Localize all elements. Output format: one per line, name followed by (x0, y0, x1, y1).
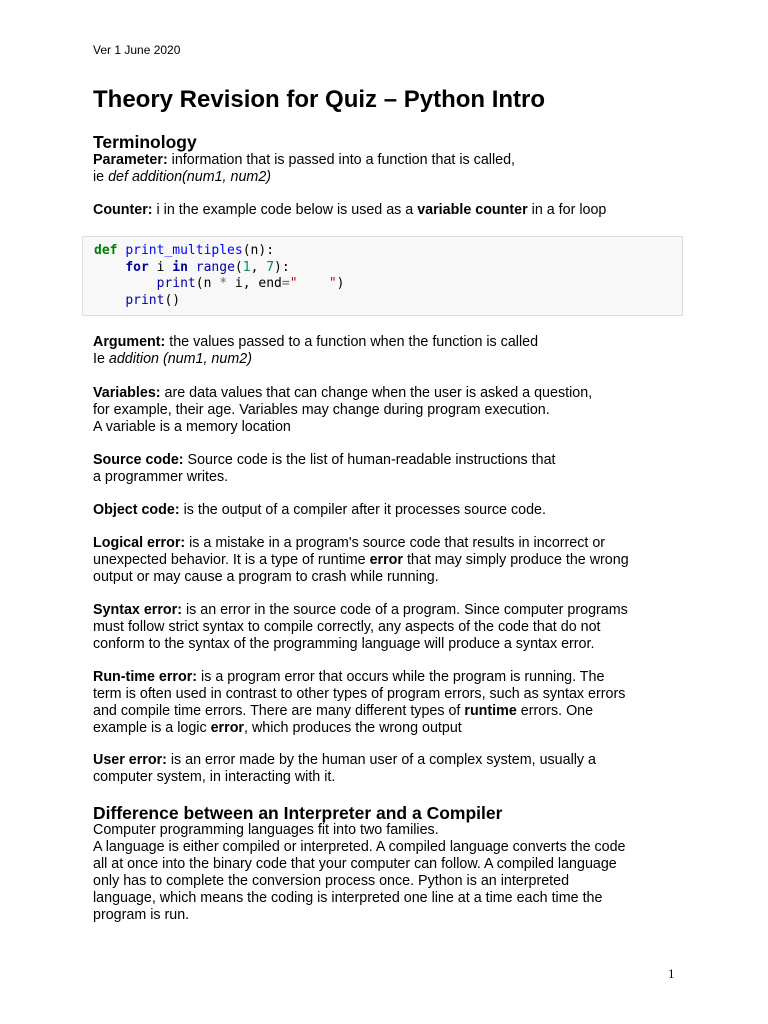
runtime-error-definition (93, 669, 693, 737)
user-error-text-2: computer system, in interacting with it. (93, 769, 336, 785)
object-code-term: Object code: (93, 502, 180, 518)
interpreter-text-3: all at once into the binary code that your computer can follow. A compiled language (93, 856, 617, 872)
source-code-term: Source code: (93, 452, 184, 468)
source-code-text-2: a programmer writes. (93, 469, 229, 485)
parameter-text: information that is passed into a function that is called, (167, 152, 515, 168)
runtime-error-text-3: and compile time errors. There are many different types of runtime errors. One (93, 703, 594, 719)
interpreter-text-4: only has to complete the conversion process once. Python is an interpreted (93, 873, 570, 889)
terminology-heading: Terminology (93, 132, 197, 152)
argument-term: Argument: (93, 334, 166, 350)
logical-error-text-3: output or may cause a program to crash while running. (93, 569, 439, 585)
code-line-3: print(n * i, end=" ") (156, 276, 345, 291)
variables-text-2: for example, their age. Variables may change during program execution. (93, 402, 550, 418)
logical-error-definition (93, 535, 693, 586)
interpreter-compiler-text (93, 822, 693, 924)
code-line-4: print() (125, 292, 181, 308)
syntax-error-definition (93, 602, 693, 653)
source-code-text-1: Source code is the list of human-readable instructions that (183, 452, 556, 468)
runtime-error-text-2: term is often used in contrast to other types of program errors, such as syntax errors (93, 686, 626, 702)
code-line-1: def print_multiples(n): (94, 243, 275, 258)
variables-term: Variables: (93, 385, 161, 401)
code-block (82, 236, 683, 316)
argument-prefix: Ie (93, 351, 109, 367)
parameter-term: Parameter: (93, 152, 168, 168)
variables-definition (93, 385, 693, 436)
logical-error-term: Logical error: (93, 535, 186, 551)
code-line-2: for i in range(1, 7): (125, 259, 290, 275)
object-code-definition (93, 502, 693, 519)
logical-error-text-1: is a mistake in a program's source code that results in incorrect or (185, 535, 606, 551)
syntax-error-text-3: conform to the syntax of the programming language will produce a syntax error. (93, 636, 595, 652)
user-error-term: User error: (93, 752, 167, 768)
argument-text: the values passed to a function when the function is called (165, 334, 539, 350)
interpreter-text-1: Computer programming languages fit into two families. (93, 822, 439, 838)
user-error-definition (93, 752, 693, 786)
interpreter-compiler-heading: Difference between an Interpreter and a Compiler (93, 803, 503, 823)
variables-text-3: A variable is a memory location (93, 419, 291, 435)
object-code-text: is the output of a compiler after it processes source code. (179, 502, 546, 518)
argument-example: addition (num1, num2) (108, 351, 252, 367)
interpreter-text-2: A language is either compiled or interpreted. A compiled language converts the code (93, 839, 626, 855)
counter-bold: variable counter (417, 202, 528, 218)
runtime-error-text-1: is a program error that occurs while the program is running. The (197, 669, 605, 685)
parameter-definition (93, 152, 693, 186)
counter-text: i in the example code below is used as a (152, 202, 418, 218)
counter-definition (93, 202, 693, 219)
syntax-error-text-2: must follow strict syntax to compile correctly, any aspects of the code that do not (93, 619, 601, 635)
page-number: 1 (668, 966, 675, 981)
interpreter-text-6: program is run. (93, 907, 190, 923)
parameter-example: def addition(num1, num2) (108, 169, 272, 185)
variables-text-1: are data values that can change when the user is asked a question, (160, 385, 593, 401)
argument-definition (93, 334, 693, 368)
page-title: Theory Revision for Quiz – Python Intro (93, 86, 546, 113)
interpreter-text-5: language, which means the coding is interpreted one line at a time each time the (93, 890, 603, 906)
logical-error-text-2: unexpected behavior. It is a type of runtime error that may simply produce the wrong (93, 552, 629, 568)
counter-text-end: in a for loop (527, 202, 607, 218)
syntax-error-term: Syntax error: (93, 602, 182, 618)
runtime-error-term: Run-time error: (93, 669, 198, 685)
parameter-prefix: ie (93, 169, 109, 185)
syntax-error-text-1: is an error in the source code of a program. Since computer programs (182, 602, 628, 618)
user-error-text-1: is an error made by the human user of a complex system, usually a (166, 752, 597, 768)
runtime-error-text-4: example is a logic error, which produces the wrong output (93, 720, 462, 736)
source-code-definition (93, 452, 693, 486)
counter-term: Counter: (93, 202, 153, 218)
version-label: Ver 1 June 2020 (93, 43, 181, 57)
